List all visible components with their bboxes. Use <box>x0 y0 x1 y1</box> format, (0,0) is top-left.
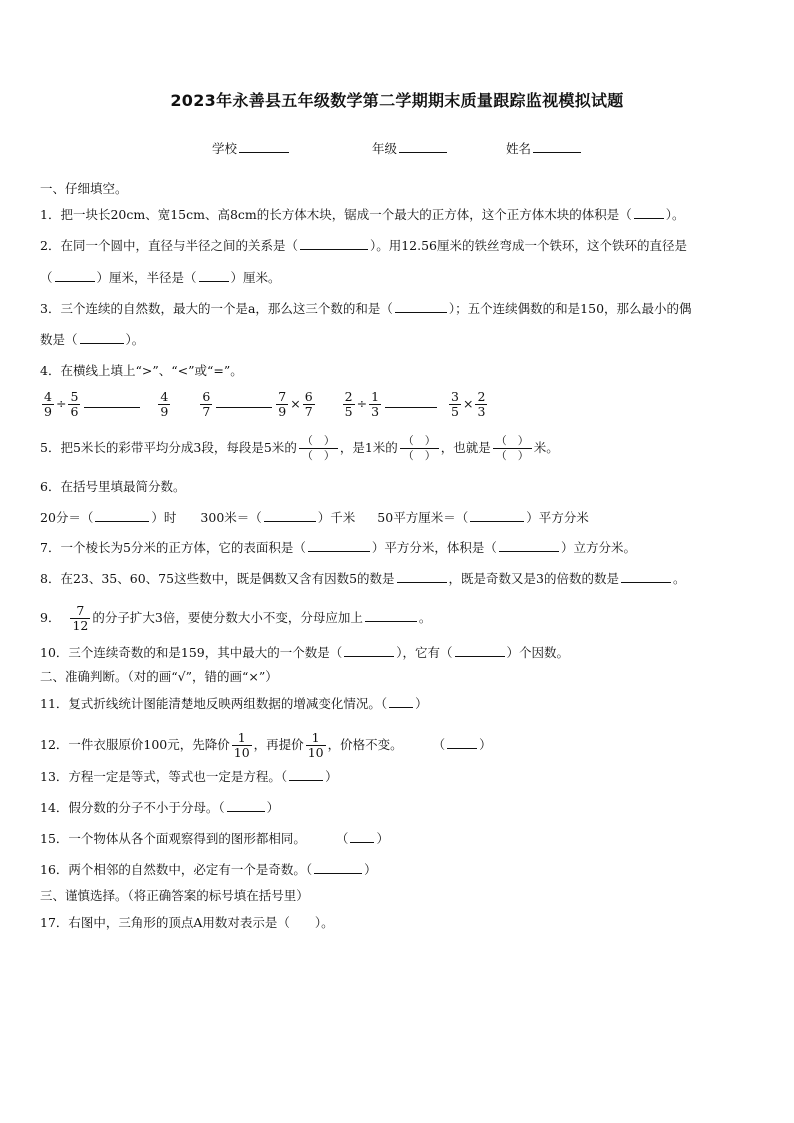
question-text: ），它有（ <box>396 645 453 660</box>
question-text: 一个棱长为5分米的正方体，它的表面积是（ <box>60 540 306 555</box>
question-number: 8． <box>40 571 61 586</box>
question-4 <box>40 362 243 380</box>
section-heading-1: 一、仔细填空。 <box>40 181 128 196</box>
answer-blank[interactable] <box>344 644 394 657</box>
question-3 <box>40 300 692 318</box>
fraction-blank[interactable]: $\frac{( )}{( )}$ <box>400 434 439 463</box>
question-number: 10． <box>40 645 69 660</box>
fraction: $\frac{1}{10}$ <box>233 730 250 760</box>
question-text: ）厘米，半径是（ <box>96 270 197 285</box>
question-number: 5． <box>40 440 61 455</box>
answer-blank[interactable] <box>634 206 664 219</box>
question-15 <box>40 830 389 848</box>
section-heading-2: 二、准确判断。（对的画“√”，错的画“×”） <box>40 669 278 684</box>
question-text: ）厘米。 <box>230 270 281 285</box>
question-text: 在横线上填上“>”、“<”或“=”。 <box>60 363 243 378</box>
name-row <box>506 140 583 158</box>
question-number: 13． <box>40 769 69 784</box>
compare-blank[interactable] <box>216 395 272 408</box>
grade-label: 年级 <box>372 141 398 156</box>
question-4-items <box>40 390 489 419</box>
question-1 <box>40 206 685 224</box>
fraction-blank[interactable]: $\frac{( )}{( )}$ <box>299 434 338 463</box>
answer-blank[interactable] <box>455 644 505 657</box>
question-text: ） <box>415 696 428 711</box>
question-text: （ <box>335 831 349 846</box>
question-number: 2． <box>40 238 61 253</box>
question-text: 50平方厘米＝（ <box>377 510 469 525</box>
fraction: $\frac{6}{7}$ <box>202 389 211 419</box>
grade-blank[interactable] <box>399 140 447 153</box>
question-text: ）千米 <box>317 510 356 525</box>
question-text: ）。 <box>125 332 145 347</box>
question-12 <box>40 731 492 760</box>
question-2-cont <box>40 269 281 287</box>
question-text: 方程一定是等式，等式也一定是方程。（ <box>68 769 288 784</box>
question-5 <box>40 434 559 463</box>
question-text: 复式折线统计图能清楚地反映两组数据的增减变化情况。（ <box>68 696 388 711</box>
question-text: 的分子扩大3倍，要使分数大小不变，分母应加上 <box>92 610 363 625</box>
name-blank[interactable] <box>533 140 581 153</box>
question-text: 在23、35、60、75这些数中，既是偶数又含有因数5的数是 <box>60 571 395 586</box>
question-text: 300米＝（ <box>200 510 262 525</box>
question-text: 一件衣服原价100元，先降价 <box>68 737 230 752</box>
answer-blank[interactable] <box>499 539 559 552</box>
question-text: 右图中，三角形的顶点A用数对表示是（ ）。 <box>68 915 334 930</box>
question-number: 1． <box>40 207 61 222</box>
fraction-blank[interactable]: $\frac{( )}{( )}$ <box>493 434 532 463</box>
answer-blank[interactable] <box>264 509 316 522</box>
operator: × <box>463 396 474 411</box>
fraction: $\frac{2}{5}$ <box>344 389 353 419</box>
question-text: 三个连续的自然数，最大的一个是a，那么这三个数的和是（ <box>60 301 393 316</box>
question-text: 把5米长的彩带平均分成3段，每段是5米的 <box>60 440 297 455</box>
question-number: 7． <box>40 540 61 555</box>
question-text: 米。 <box>533 440 559 455</box>
question-number: 14． <box>40 800 69 815</box>
question-13 <box>40 768 338 786</box>
question-11 <box>40 695 428 713</box>
fraction: $\frac{7}{12}$ <box>72 603 89 633</box>
question-10 <box>40 644 569 662</box>
answer-blank[interactable] <box>395 300 447 313</box>
question-text: 一个物体从各个面观察得到的图形都相同。 <box>68 831 306 846</box>
operator: ÷ <box>55 396 67 411</box>
answer-blank[interactable] <box>621 570 671 583</box>
section-heading-3: 三、谨慎选择。（将正确答案的标号填在括号里） <box>40 888 309 903</box>
question-text: 假分数的分子不小于分母。（ <box>68 800 225 815</box>
question-text: ）立方分米。 <box>560 540 636 555</box>
question-text: ）；五个连续偶数的和是150，那么最小的偶 <box>448 301 692 316</box>
question-text: 在括号里填最简分数。 <box>60 479 186 494</box>
answer-blank[interactable] <box>289 768 323 781</box>
question-text: ）。 <box>665 207 685 222</box>
fraction: $\frac{4}{9}$ <box>160 389 169 419</box>
fraction: $\frac{7}{9}$ <box>278 389 287 419</box>
question-text: ，是1米的 <box>339 440 398 455</box>
question-text: ）时 <box>151 510 177 525</box>
question-text: 把一块长20cm、宽15cm、高8cm的长方体木块，锯成一个最大的正方体，这个正方体木块的体积是（ <box>60 207 632 222</box>
answer-blank[interactable] <box>95 509 149 522</box>
question-text: ，价格不变。 <box>327 737 403 752</box>
question-14 <box>40 799 279 817</box>
question-text: ）平方分米，体积是（ <box>371 540 497 555</box>
question-text: 数是（ <box>40 332 78 347</box>
question-3-cont <box>40 331 144 349</box>
question-text: ） <box>266 800 280 815</box>
operator: ÷ <box>356 396 368 411</box>
question-text: ）平方分米 <box>526 510 589 525</box>
answer-blank[interactable] <box>227 799 265 812</box>
question-number: 12． <box>40 737 69 752</box>
answer-blank[interactable] <box>300 237 368 250</box>
question-8 <box>40 570 686 588</box>
fraction: $\frac{5}{6}$ <box>70 389 79 419</box>
fraction: $\frac{1}{10}$ <box>307 730 324 760</box>
question-number: 15． <box>40 831 69 846</box>
question-7 <box>40 539 636 557</box>
question-text: 在同一个圆中，直径与半径之间的关系是（ <box>60 238 298 253</box>
question-number: 4． <box>40 363 61 378</box>
answer-blank[interactable] <box>389 695 413 708</box>
question-text: 两个相邻的自然数中，必定有一个是奇数。（ <box>68 862 313 877</box>
answer-blank[interactable] <box>55 269 95 282</box>
fraction: $\frac{4}{9}$ <box>44 389 52 419</box>
compare-blank[interactable] <box>84 395 140 408</box>
grade-row <box>372 140 449 158</box>
answer-blank[interactable] <box>350 830 374 843</box>
question-9 <box>40 604 431 633</box>
school-label: 学校 <box>212 141 238 156</box>
answer-blank[interactable] <box>199 269 229 282</box>
question-number: 3． <box>40 301 61 316</box>
question-text: ，也就是 <box>440 440 491 455</box>
fraction: $\frac{6}{7}$ <box>304 389 313 419</box>
question-number: 16． <box>40 862 69 877</box>
answer-blank[interactable] <box>397 570 447 583</box>
operator: × <box>290 396 301 411</box>
answer-blank[interactable] <box>80 331 124 344</box>
header-row <box>212 140 291 158</box>
page-title: 2023年永善县五年级数学第二学期期末质量跟踪监视模拟试题 <box>170 91 624 110</box>
question-text: 三个连续奇数的和是159，其中最大的一个数是（ <box>68 645 343 660</box>
answer-blank[interactable] <box>314 861 362 874</box>
question-16 <box>40 861 377 879</box>
compare-blank[interactable] <box>385 395 437 408</box>
question-17 <box>40 914 334 932</box>
question-text: ）。用12.56厘米的铁丝弯成一个铁环，这个铁环的直径是 <box>369 238 688 253</box>
question-text: （ <box>40 270 53 285</box>
question-text: 。 <box>418 610 432 625</box>
question-text: 。 <box>673 571 686 586</box>
answer-blank[interactable] <box>470 509 524 522</box>
question-number: 11． <box>40 696 69 711</box>
question-6 <box>40 478 185 496</box>
answer-blank[interactable] <box>365 609 417 622</box>
question-2 <box>40 237 687 255</box>
fraction: $\frac{3}{5}$ <box>451 389 459 419</box>
question-text: ）个因数。 <box>506 645 570 660</box>
question-text: ） <box>376 831 389 846</box>
answer-blank[interactable] <box>308 539 370 552</box>
fraction: $\frac{2}{3}$ <box>477 389 486 419</box>
question-text: ） <box>364 862 377 877</box>
question-text: 20分＝（ <box>40 510 94 525</box>
question-text: （ <box>432 737 446 752</box>
question-text: ） <box>325 769 338 784</box>
question-text: ） <box>479 737 492 752</box>
question-number: 9． <box>40 610 61 625</box>
name-label: 姓名 <box>506 141 532 156</box>
question-text: ，既是奇数又是3的倍数的数是 <box>448 571 619 586</box>
question-number: 6． <box>40 479 61 494</box>
question-text: ，再提价 <box>253 737 304 752</box>
question-6-items <box>40 509 589 527</box>
school-blank[interactable] <box>239 140 289 153</box>
answer-blank[interactable] <box>447 736 477 749</box>
fraction: $\frac{1}{3}$ <box>371 389 380 419</box>
question-number: 17． <box>40 915 69 930</box>
